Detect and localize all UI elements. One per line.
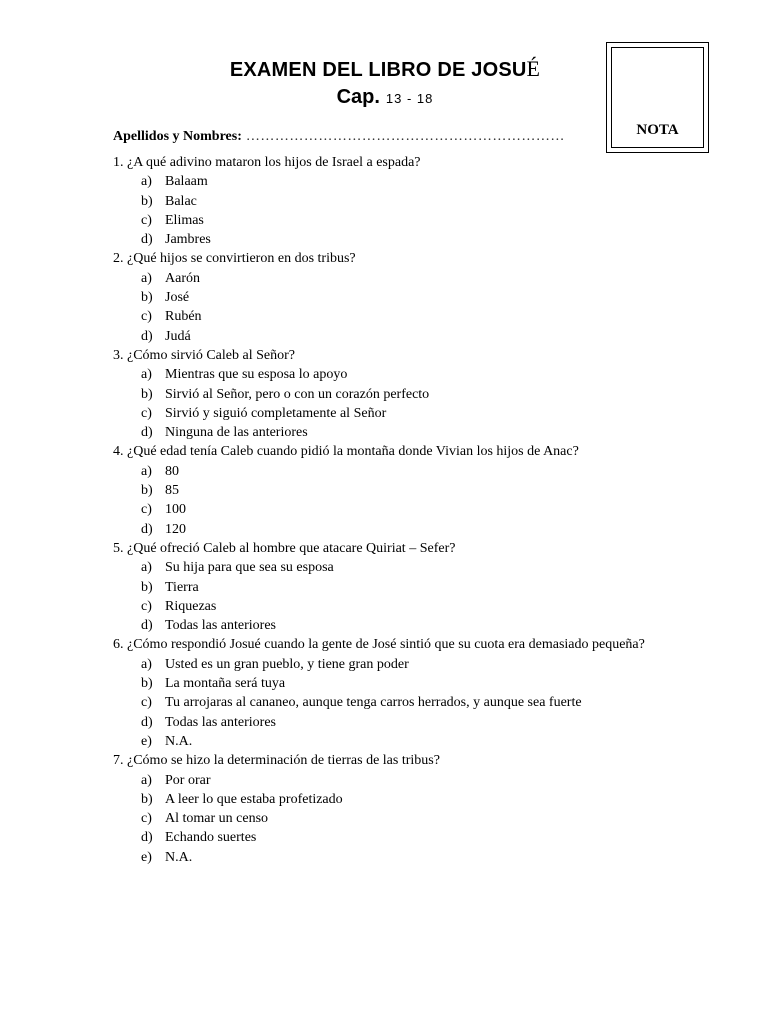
- option-letter: a): [141, 367, 152, 383]
- option-letter: d): [141, 521, 153, 537]
- answer-option[interactable]: [113, 809, 673, 828]
- option-letter: c): [141, 598, 152, 614]
- answer-option[interactable]: [113, 597, 673, 616]
- option-text: Por orar: [165, 772, 211, 788]
- option-letter: d): [141, 328, 153, 344]
- option-text: Todas las anteriores: [165, 714, 276, 730]
- question-text: 7. ¿Cómo se hizo la determinación de tierras de las tribus?: [113, 753, 440, 769]
- answer-option[interactable]: [113, 713, 673, 732]
- answer-option[interactable]: [113, 481, 673, 500]
- header: [160, 55, 610, 112]
- option-text: Ninguna de las anteriores: [165, 425, 308, 441]
- answer-option[interactable]: [113, 269, 673, 288]
- answer-option[interactable]: [113, 230, 673, 249]
- option-letter: b): [141, 483, 153, 499]
- option-letter: b): [141, 791, 153, 807]
- answer-option[interactable]: [113, 558, 673, 577]
- option-letter: a): [141, 463, 152, 479]
- option-letter: c): [141, 309, 152, 325]
- answer-option[interactable]: [113, 172, 673, 191]
- option-text: N.A.: [165, 733, 193, 749]
- option-text: Todas las anteriores: [165, 618, 276, 634]
- answer-option[interactable]: [113, 500, 673, 519]
- option-text: José: [165, 290, 190, 306]
- option-text: 85: [165, 483, 179, 499]
- question-text: 5. ¿Qué ofreció Caleb al hombre que atacare Quiriat – Sefer?: [113, 540, 456, 556]
- option-text: Mientras que su esposa lo apoyo: [165, 367, 348, 383]
- chapter-numbers: 13 - 18: [385, 91, 434, 106]
- option-text: Sirvió y siguió completamente al Señor: [165, 405, 387, 421]
- option-letter: a): [141, 174, 152, 190]
- option-letter: b): [141, 579, 153, 595]
- answer-option[interactable]: [113, 307, 673, 326]
- option-text: Tierra: [165, 579, 199, 595]
- option-letter: e): [141, 849, 152, 865]
- option-letter: b): [141, 290, 153, 306]
- option-letter: d): [141, 714, 153, 730]
- option-letter: d): [141, 425, 153, 441]
- option-letter: d): [141, 618, 153, 634]
- answer-option[interactable]: [113, 520, 673, 539]
- option-text: Aarón: [165, 270, 200, 286]
- question-text: 6. ¿Cómo respondió Josué cuando la gente de José sintió que su cuota era demasiado pequeña?: [113, 637, 645, 653]
- option-letter: c): [141, 405, 152, 421]
- question-text: 1. ¿A qué adivino mataron los hijos de Israel a espada?: [113, 155, 421, 170]
- question-text: 4. ¿Qué edad tenía Caleb cuando pidió la montaña donde Vivian los hijos de Anac?: [113, 444, 579, 460]
- answer-option[interactable]: [113, 578, 673, 597]
- answer-option[interactable]: [113, 462, 673, 481]
- answer-option[interactable]: [113, 385, 673, 404]
- option-text: Echando suertes: [165, 830, 257, 846]
- question-text: 2. ¿Qué hijos se convirtieron en dos tribus?: [113, 251, 356, 267]
- option-text: La montaña será tuya: [165, 676, 286, 692]
- option-text: Rubén: [165, 309, 202, 325]
- option-text: 120: [165, 521, 186, 537]
- answer-option[interactable]: [113, 365, 673, 384]
- option-text: Jambres: [165, 232, 211, 248]
- student-name-line: [113, 129, 565, 145]
- student-name-label: Apellidos y Nombres:: [113, 129, 242, 144]
- option-letter: c): [141, 695, 152, 711]
- answer-option[interactable]: [113, 288, 673, 307]
- answer-option[interactable]: [113, 655, 673, 674]
- grade-label: NOTA: [636, 122, 679, 138]
- option-letter: b): [141, 386, 153, 402]
- option-text: Balaam: [165, 174, 208, 190]
- chapter-range: [160, 84, 610, 112]
- answer-option[interactable]: [113, 327, 673, 346]
- option-text: Tu arrojaras al cananeo, aunque tenga carros herrados, y aunque sea fuerte: [165, 695, 582, 711]
- option-letter: c): [141, 502, 152, 518]
- answer-option[interactable]: [113, 790, 673, 809]
- option-letter: a): [141, 656, 152, 672]
- option-text: 100: [165, 502, 186, 518]
- answer-option[interactable]: [113, 616, 673, 635]
- option-letter: a): [141, 772, 152, 788]
- answer-option[interactable]: [113, 423, 673, 442]
- option-text: Sirvió al Señor, pero o con un corazón perfecto: [165, 386, 430, 402]
- option-text: Usted es un gran pueblo, y tiene gran poder: [165, 656, 409, 672]
- answer-option[interactable]: [113, 828, 673, 847]
- option-letter: e): [141, 733, 152, 749]
- answer-option[interactable]: [113, 674, 673, 693]
- option-letter: d): [141, 232, 153, 248]
- option-text: Su hija para que sea su esposa: [165, 560, 334, 576]
- student-name-blank[interactable]: …………………………………………………………: [245, 129, 565, 144]
- answer-option[interactable]: [113, 192, 673, 211]
- chapter-label: Cap.: [336, 86, 380, 108]
- option-text: A leer lo que estaba profetizado: [165, 791, 343, 807]
- answer-option[interactable]: [113, 771, 673, 790]
- answer-option[interactable]: [113, 693, 673, 712]
- option-text: 80: [165, 463, 179, 479]
- option-letter: a): [141, 560, 152, 576]
- option-text: Balac: [165, 193, 197, 209]
- option-text: Elimas: [165, 212, 204, 228]
- exam-title: EXAMEN DEL LIBRO DE JOSUÉ: [229, 56, 541, 81]
- option-letter: b): [141, 676, 153, 692]
- option-letter: a): [141, 270, 152, 286]
- question-text: 3. ¿Cómo sirvió Caleb al Señor?: [113, 347, 295, 363]
- option-text: Judá: [165, 328, 191, 344]
- option-letter: c): [141, 212, 152, 228]
- option-text: Al tomar un censo: [165, 811, 269, 827]
- option-letter: b): [141, 193, 153, 209]
- option-letter: c): [141, 811, 152, 827]
- answer-option[interactable]: [113, 848, 673, 867]
- option-letter: d): [141, 830, 153, 846]
- answer-option[interactable]: [113, 211, 673, 230]
- option-text: N.A.: [165, 849, 193, 865]
- option-text: Riquezas: [165, 598, 217, 614]
- question-list: [113, 153, 673, 867]
- grade-box-inner: [611, 47, 704, 148]
- answer-option[interactable]: [113, 732, 673, 751]
- answer-option[interactable]: [113, 404, 673, 423]
- grade-box: [606, 42, 709, 153]
